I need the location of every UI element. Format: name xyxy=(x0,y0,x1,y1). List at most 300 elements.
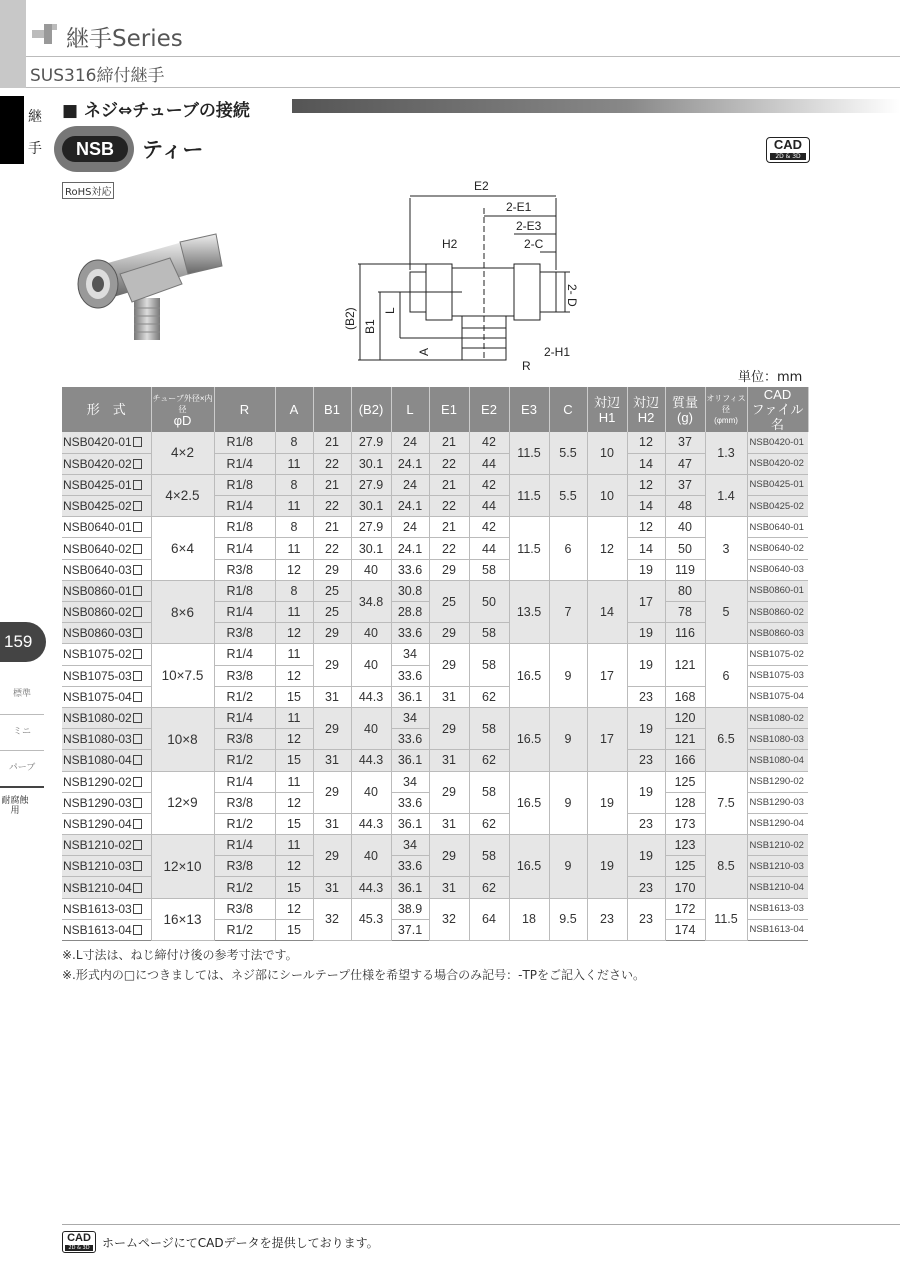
checkbox-square-icon xyxy=(133,586,142,596)
cell-a: 11 xyxy=(275,771,313,792)
cell-l: 33.6 xyxy=(391,729,429,750)
cell-b2: 44.3 xyxy=(351,750,391,771)
cell-model: NSB0425-01 xyxy=(62,474,151,495)
cell-orifice: 1.3 xyxy=(705,432,747,474)
cell-b1: 29 xyxy=(313,623,351,644)
label-E2: E2 xyxy=(474,179,489,193)
cell-e3: 11.5 xyxy=(509,432,549,474)
cell-r: R3/8 xyxy=(214,623,275,644)
checkbox-square-icon xyxy=(133,628,142,638)
cell-mass: 166 xyxy=(665,750,705,771)
product-photo xyxy=(70,228,230,352)
cell-b2: 30.1 xyxy=(351,538,391,559)
cell-e2: 58 xyxy=(469,707,509,749)
cell-mass: 78 xyxy=(665,602,705,623)
cell-tube: 4×2 xyxy=(151,432,214,474)
cell-h2: 17 xyxy=(627,580,665,622)
series-title: 継手Series xyxy=(66,26,183,52)
label-R: R xyxy=(522,359,531,373)
cell-e2: 58 xyxy=(469,559,509,580)
sidebar-tab xyxy=(0,96,24,164)
cell-a: 11 xyxy=(275,538,313,559)
cell-a: 12 xyxy=(275,729,313,750)
cell-h2: 23 xyxy=(627,813,665,834)
cell-mass: 48 xyxy=(665,496,705,517)
cell-l: 38.9 xyxy=(391,898,429,919)
checkbox-square-icon xyxy=(133,607,142,617)
cell-a: 11 xyxy=(275,453,313,474)
column-header-mass: 質量 (g) xyxy=(665,387,705,432)
sidebar-item-barb[interactable]: パーブ xyxy=(8,763,36,773)
cell-e1: 22 xyxy=(429,538,469,559)
cell-b2: 40 xyxy=(351,623,391,644)
cell-mass: 174 xyxy=(665,919,705,940)
cad-sub-label: 2D & 3D xyxy=(770,153,806,160)
table-row xyxy=(62,474,808,495)
table-row xyxy=(62,432,808,453)
cell-mass: 125 xyxy=(665,856,705,877)
cell-mass: 37 xyxy=(665,474,705,495)
cell-mass: 119 xyxy=(665,559,705,580)
checkbox-square-icon xyxy=(133,480,142,490)
cell-a: 12 xyxy=(275,898,313,919)
cell-b1: 29 xyxy=(313,707,351,749)
cell-l: 24.1 xyxy=(391,496,429,517)
cell-mass: 50 xyxy=(665,538,705,559)
cell-b1: 32 xyxy=(313,898,351,940)
cell-b1: 22 xyxy=(313,453,351,474)
cell-model: NSB0420-02 xyxy=(62,453,151,474)
cell-h2: 19 xyxy=(627,623,665,644)
sidebar-tab-label: 手 xyxy=(28,141,42,157)
cell-h1: 23 xyxy=(587,898,627,940)
cell-e2: 62 xyxy=(469,686,509,707)
cell-e3: 13.5 xyxy=(509,580,549,644)
cell-cad[interactable]: NSB1290-03 xyxy=(747,792,808,813)
cell-cad[interactable]: NSB0425-02 xyxy=(747,496,808,517)
label-B1: B1 xyxy=(363,319,377,334)
cell-a: 8 xyxy=(275,474,313,495)
note: ※.形式内の□につきましては、ネジ部にシールテープ仕様を希望する場合のみ記号：-TPをご記入ください。 xyxy=(62,968,646,982)
cell-b1: 29 xyxy=(313,644,351,686)
cell-e2: 44 xyxy=(469,496,509,517)
cell-e3: 11.5 xyxy=(509,474,549,516)
checkbox-square-icon xyxy=(133,649,142,659)
checkbox-square-icon xyxy=(133,819,142,829)
cell-h1: 12 xyxy=(587,517,627,581)
cell-cad[interactable]: NSB1075-03 xyxy=(747,665,808,686)
cell-l: 24 xyxy=(391,432,429,453)
cell-h2: 14 xyxy=(627,538,665,559)
cell-h1: 19 xyxy=(587,835,627,899)
sidebar-item-standard[interactable]: 標準 xyxy=(12,689,31,699)
cell-e1: 29 xyxy=(429,623,469,644)
cell-orifice: 11.5 xyxy=(705,898,747,940)
cell-cad[interactable]: NSB0420-01 xyxy=(747,432,808,453)
cell-model: NSB1075-03 xyxy=(62,665,151,686)
cell-e2: 58 xyxy=(469,771,509,813)
cell-model: NSB0860-02 xyxy=(62,602,151,623)
cell-b1: 21 xyxy=(313,474,351,495)
cell-a: 12 xyxy=(275,623,313,644)
cell-cad[interactable]: NSB1080-04 xyxy=(747,750,808,771)
cell-h1: 10 xyxy=(587,474,627,516)
cell-orifice: 5 xyxy=(705,580,747,644)
cell-mass: 168 xyxy=(665,686,705,707)
table-row xyxy=(62,517,808,538)
sidebar-item-corrosion[interactable]: 耐腐蝕用 xyxy=(1,796,29,816)
column-header-e3: E3 xyxy=(509,387,549,432)
sidebar-tab-label: 継 xyxy=(28,109,42,125)
cell-b2: 40 xyxy=(351,707,391,749)
cell-mass: 121 xyxy=(665,644,705,686)
cell-b1: 31 xyxy=(313,750,351,771)
cell-model: NSB1080-03 xyxy=(62,729,151,750)
label-A: A xyxy=(417,347,431,356)
page-header xyxy=(0,0,900,88)
cell-a: 11 xyxy=(275,644,313,665)
section-title: ■ ネジ⇔チューブの接続 xyxy=(62,101,250,121)
cell-e2: 42 xyxy=(469,432,509,453)
cell-e1: 22 xyxy=(429,496,469,517)
checkbox-square-icon xyxy=(133,565,142,575)
checkbox-square-icon xyxy=(133,861,142,871)
table-row xyxy=(62,771,808,792)
cell-cad[interactable]: NSB1210-02 xyxy=(747,835,808,856)
column-header-tube: チューブ外径×内径 φD xyxy=(151,387,214,432)
cell-a: 11 xyxy=(275,602,313,623)
column-header-cad: CAD ファイル名 xyxy=(747,387,808,432)
cell-h2: 12 xyxy=(627,474,665,495)
cell-e2: 58 xyxy=(469,623,509,644)
cell-r: R3/8 xyxy=(214,792,275,813)
cell-r: R3/8 xyxy=(214,898,275,919)
cell-model: NSB0640-03 xyxy=(62,559,151,580)
cell-h1: 19 xyxy=(587,771,627,835)
cell-b2: 45.3 xyxy=(351,898,391,940)
column-header-e1: E1 xyxy=(429,387,469,432)
cell-cad[interactable]: NSB0420-02 xyxy=(747,453,808,474)
cell-a: 15 xyxy=(275,919,313,940)
cell-r: R1/4 xyxy=(214,538,275,559)
cell-model: NSB1290-03 xyxy=(62,792,151,813)
cell-a: 15 xyxy=(275,813,313,834)
cell-cad[interactable]: NSB1290-04 xyxy=(747,813,808,834)
part-name: ティー xyxy=(142,138,204,162)
cell-cad[interactable]: NSB0640-03 xyxy=(747,559,808,580)
cell-cad[interactable]: NSB1613-04 xyxy=(747,919,808,940)
cell-c: 7 xyxy=(549,580,587,644)
cell-mass: 170 xyxy=(665,877,705,898)
cell-cad[interactable]: NSB1075-04 xyxy=(747,686,808,707)
cell-r: R1/8 xyxy=(214,474,275,495)
cell-e1: 21 xyxy=(429,517,469,538)
cell-r: R1/2 xyxy=(214,813,275,834)
cell-cad[interactable]: NSB1080-02 xyxy=(747,707,808,728)
cell-a: 8 xyxy=(275,580,313,601)
cell-c: 9 xyxy=(549,835,587,899)
header-divider xyxy=(26,87,900,88)
checkbox-square-icon xyxy=(133,544,142,554)
cell-b2: 30.1 xyxy=(351,496,391,517)
label-H2: H2 xyxy=(442,237,458,251)
column-header-a: A xyxy=(275,387,313,432)
cell-b2: 40 xyxy=(351,559,391,580)
cell-l: 34 xyxy=(391,707,429,728)
cell-e2: 62 xyxy=(469,877,509,898)
cell-a: 12 xyxy=(275,559,313,580)
cell-orifice: 6 xyxy=(705,644,747,708)
label-B2: (B2) xyxy=(343,307,357,330)
cell-a: 15 xyxy=(275,750,313,771)
label-2C: 2-C xyxy=(524,237,544,251)
cell-e2: 44 xyxy=(469,453,509,474)
cell-cad[interactable]: NSB1290-02 xyxy=(747,771,808,792)
cell-model: NSB1080-02 xyxy=(62,707,151,728)
cell-r: R1/4 xyxy=(214,644,275,665)
cell-h2: 23 xyxy=(627,898,665,940)
cell-cad[interactable]: NSB0640-02 xyxy=(747,538,808,559)
cad-label: CAD xyxy=(773,137,803,152)
cell-model: NSB1210-02 xyxy=(62,835,151,856)
cell-l: 30.8 xyxy=(391,580,429,601)
cell-e1: 25 xyxy=(429,580,469,622)
cell-h2: 19 xyxy=(627,771,665,813)
cell-e1: 29 xyxy=(429,707,469,749)
cad-label: CAD xyxy=(67,1232,91,1244)
cell-r: R1/4 xyxy=(214,453,275,474)
cell-cad[interactable]: NSB0860-01 xyxy=(747,580,808,601)
column-header-model: 形 式 xyxy=(62,387,151,432)
sidebar-item-mini[interactable]: ミニ xyxy=(12,727,31,737)
section-bar xyxy=(292,99,900,113)
cell-b1: 25 xyxy=(313,602,351,623)
cell-b2: 30.1 xyxy=(351,453,391,474)
cell-r: R1/8 xyxy=(214,517,275,538)
cell-r: R1/4 xyxy=(214,835,275,856)
cell-a: 11 xyxy=(275,496,313,517)
cell-b2: 40 xyxy=(351,644,391,686)
cell-a: 12 xyxy=(275,665,313,686)
cell-r: R1/8 xyxy=(214,580,275,601)
cell-a: 8 xyxy=(275,432,313,453)
checkbox-square-icon xyxy=(133,798,142,808)
cell-l: 28.8 xyxy=(391,602,429,623)
column-header-orifice: オリフィス径 (φmm) xyxy=(705,387,747,432)
cell-model: NSB1075-04 xyxy=(62,686,151,707)
cell-b1: 21 xyxy=(313,432,351,453)
cell-cad[interactable]: NSB1075-02 xyxy=(747,644,808,665)
cell-mass: 47 xyxy=(665,453,705,474)
checkbox-square-icon xyxy=(133,840,142,850)
cad-sub-label: 2D & 3D xyxy=(65,1245,93,1251)
cell-tube: 4×2.5 xyxy=(151,474,214,516)
cell-cad[interactable]: NSB1210-04 xyxy=(747,877,808,898)
cell-c: 9.5 xyxy=(549,898,587,940)
unit-label: 単位：mm xyxy=(738,370,803,385)
cell-b2: 27.9 xyxy=(351,517,391,538)
checkbox-square-icon xyxy=(133,501,142,511)
cell-cad[interactable]: NSB0425-01 xyxy=(747,474,808,495)
cell-e1: 21 xyxy=(429,432,469,453)
column-header-h1: 対辺 H1 xyxy=(587,387,627,432)
cell-model: NSB0640-01 xyxy=(62,517,151,538)
cell-mass: 128 xyxy=(665,792,705,813)
cell-l: 36.1 xyxy=(391,686,429,707)
cell-l: 33.6 xyxy=(391,792,429,813)
column-header-c: C xyxy=(549,387,587,432)
checkbox-square-icon xyxy=(133,734,142,744)
column-header-b2: (B2) xyxy=(351,387,391,432)
cell-e1: 32 xyxy=(429,898,469,940)
cell-a: 15 xyxy=(275,686,313,707)
cell-l: 36.1 xyxy=(391,877,429,898)
cell-orifice: 1.4 xyxy=(705,474,747,516)
cell-tube: 10×7.5 xyxy=(151,644,214,708)
cell-tube: 6×4 xyxy=(151,517,214,581)
cell-h2: 12 xyxy=(627,432,665,453)
header-divider xyxy=(26,56,900,57)
cell-b2: 27.9 xyxy=(351,474,391,495)
cell-model: NSB0860-01 xyxy=(62,580,151,601)
cell-e3: 16.5 xyxy=(509,835,549,899)
sidebar-divider xyxy=(0,786,44,788)
table-row xyxy=(62,707,808,728)
cell-h2: 23 xyxy=(627,877,665,898)
cell-b1: 22 xyxy=(313,538,351,559)
cell-e1: 29 xyxy=(429,644,469,686)
cell-model: NSB1290-04 xyxy=(62,813,151,834)
cell-mass: 80 xyxy=(665,580,705,601)
cell-mass: 172 xyxy=(665,898,705,919)
spec-table xyxy=(62,387,809,941)
cell-e1: 29 xyxy=(429,835,469,877)
cad-icon[interactable] xyxy=(766,137,810,163)
cell-cad[interactable]: NSB0640-01 xyxy=(747,517,808,538)
cell-b1: 29 xyxy=(313,771,351,813)
table-row xyxy=(62,644,808,665)
cell-model: NSB0425-02 xyxy=(62,496,151,517)
checkbox-square-icon xyxy=(133,755,142,765)
checkbox-square-icon xyxy=(133,671,142,681)
cell-b2: 44.3 xyxy=(351,813,391,834)
cell-h2: 12 xyxy=(627,517,665,538)
table-row xyxy=(62,580,808,601)
cell-h2: 23 xyxy=(627,686,665,707)
cell-l: 34 xyxy=(391,644,429,665)
table-row xyxy=(62,835,808,856)
cell-e2: 50 xyxy=(469,580,509,622)
label-2H1: 2-H1 xyxy=(544,345,571,359)
cell-e2: 64 xyxy=(469,898,509,940)
column-header-r: R xyxy=(214,387,275,432)
cell-orifice: 6.5 xyxy=(705,707,747,771)
cell-mass: 125 xyxy=(665,771,705,792)
cell-e1: 31 xyxy=(429,877,469,898)
cell-e3: 16.5 xyxy=(509,707,549,771)
cell-a: 11 xyxy=(275,835,313,856)
cell-a: 11 xyxy=(275,707,313,728)
footer-text: ホームページにてCADデータを提供しております。 xyxy=(102,1236,379,1250)
cell-b2: 44.3 xyxy=(351,686,391,707)
sidebar-divider xyxy=(0,750,44,751)
checkbox-square-icon xyxy=(133,904,142,914)
cell-e1: 22 xyxy=(429,453,469,474)
cell-c: 5.5 xyxy=(549,474,587,516)
cell-b1: 29 xyxy=(313,559,351,580)
cell-b2: 44.3 xyxy=(351,877,391,898)
cell-model: NSB1290-02 xyxy=(62,771,151,792)
checkbox-square-icon xyxy=(133,459,142,469)
cell-l: 24.1 xyxy=(391,453,429,474)
cell-mass: 40 xyxy=(665,517,705,538)
cell-l: 24.1 xyxy=(391,538,429,559)
checkbox-square-icon xyxy=(133,522,142,532)
cell-h1: 17 xyxy=(587,644,627,708)
cell-e3: 16.5 xyxy=(509,644,549,708)
cell-e2: 62 xyxy=(469,750,509,771)
cell-c: 9 xyxy=(549,771,587,835)
cell-model: NSB0420-01 xyxy=(62,432,151,453)
table-row xyxy=(62,898,808,919)
cell-cad[interactable]: NSB1613-03 xyxy=(747,898,808,919)
cell-e2: 58 xyxy=(469,835,509,877)
cell-model: NSB1080-04 xyxy=(62,750,151,771)
cad-icon[interactable] xyxy=(62,1231,96,1253)
cell-l: 33.6 xyxy=(391,559,429,580)
column-header-h2: 対辺 H2 xyxy=(627,387,665,432)
cell-e2: 62 xyxy=(469,813,509,834)
checkbox-square-icon xyxy=(133,925,142,935)
cell-b1: 31 xyxy=(313,877,351,898)
cell-h2: 19 xyxy=(627,835,665,877)
label-2D: 2- D xyxy=(565,284,579,307)
cell-e2: 44 xyxy=(469,538,509,559)
cell-e3: 11.5 xyxy=(509,517,549,581)
checkbox-square-icon xyxy=(133,692,142,702)
cell-model: NSB0860-03 xyxy=(62,623,151,644)
cell-cad[interactable]: NSB1210-03 xyxy=(747,856,808,877)
cell-l: 24 xyxy=(391,517,429,538)
cell-tube: 12×10 xyxy=(151,835,214,899)
cell-r: R3/8 xyxy=(214,665,275,686)
cell-cad[interactable]: NSB0860-03 xyxy=(747,623,808,644)
cell-mass: 123 xyxy=(665,835,705,856)
cell-orifice: 7.5 xyxy=(705,771,747,835)
checkbox-square-icon xyxy=(133,437,142,447)
cell-model: NSB1210-03 xyxy=(62,856,151,877)
column-header-e2: E2 xyxy=(469,387,509,432)
cell-cad[interactable]: NSB0860-02 xyxy=(747,602,808,623)
cell-b1: 21 xyxy=(313,517,351,538)
cell-h2: 19 xyxy=(627,707,665,749)
checkbox-square-icon xyxy=(133,713,142,723)
cell-l: 36.1 xyxy=(391,813,429,834)
cell-e1: 31 xyxy=(429,813,469,834)
cell-model: NSB0640-02 xyxy=(62,538,151,559)
cell-b1: 31 xyxy=(313,813,351,834)
cell-l: 36.1 xyxy=(391,750,429,771)
cell-c: 9 xyxy=(549,644,587,708)
cell-r: R1/2 xyxy=(214,750,275,771)
cell-a: 8 xyxy=(275,517,313,538)
cell-r: R1/4 xyxy=(214,771,275,792)
cell-cad[interactable]: NSB1080-03 xyxy=(747,729,808,750)
column-header-b1: B1 xyxy=(313,387,351,432)
cell-l: 34 xyxy=(391,771,429,792)
column-header-l: L xyxy=(391,387,429,432)
header-band xyxy=(0,0,26,88)
